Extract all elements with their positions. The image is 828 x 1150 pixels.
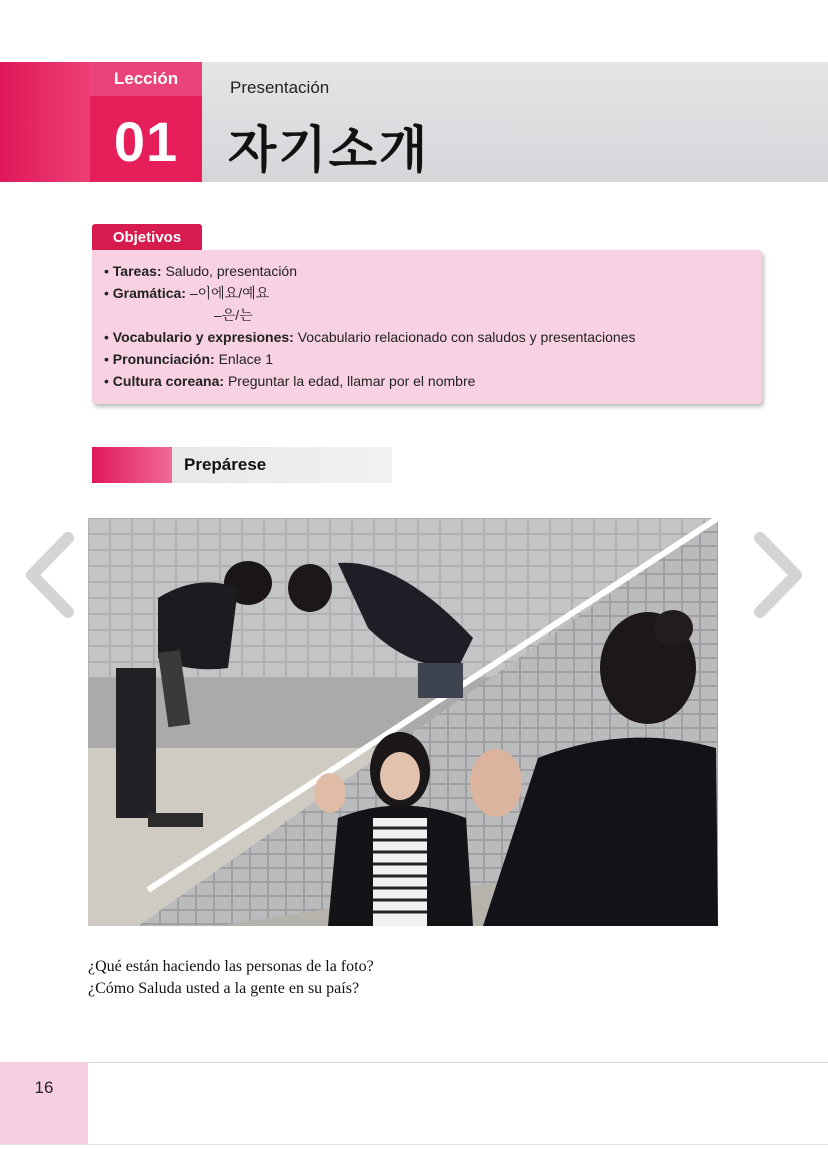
lesson-label: Lección	[90, 62, 202, 96]
objectives-list	[104, 260, 636, 392]
objective-item: • Cultura coreana: Preguntar la edad, llamar por el nombre	[104, 373, 476, 389]
question-2: ¿Cómo Saluda usted a la gente en su país?	[88, 980, 360, 997]
footer-page-block	[0, 1062, 88, 1144]
photo-illustration	[88, 518, 718, 926]
chevron-right-icon[interactable]	[750, 530, 810, 620]
question-1: ¿Qué están haciendo las personas de la foto?	[88, 958, 374, 975]
objective-item-continuation: –은/는	[214, 307, 253, 323]
objective-item: • Tareas: Saludo, presentación	[104, 263, 298, 279]
objectives-box	[92, 250, 762, 404]
footer-divider	[0, 1062, 828, 1063]
objective-item: • Vocabulario y expresiones: Vocabulario relacionado con saludos y presentaciones	[104, 329, 636, 345]
section-accent	[92, 447, 172, 483]
section-title: Prepárese	[184, 455, 267, 474]
objective-item: • Gramática: –이에요/예요	[104, 285, 270, 301]
objective-item: • Pronunciación: Enlace 1	[104, 351, 274, 367]
footer-bottom-line	[0, 1144, 828, 1145]
lesson-badge	[90, 62, 202, 182]
greeting-photo	[88, 518, 718, 926]
page-number: 16	[34, 1078, 54, 1097]
objectives-tab: Objetivos	[92, 224, 202, 250]
header-accent-block	[0, 62, 90, 182]
lesson-title: 자기소개	[228, 122, 430, 178]
lesson-number: 01	[113, 109, 179, 173]
chevron-left-icon[interactable]	[18, 530, 78, 620]
lesson-subtitle: Presentación	[230, 78, 330, 97]
